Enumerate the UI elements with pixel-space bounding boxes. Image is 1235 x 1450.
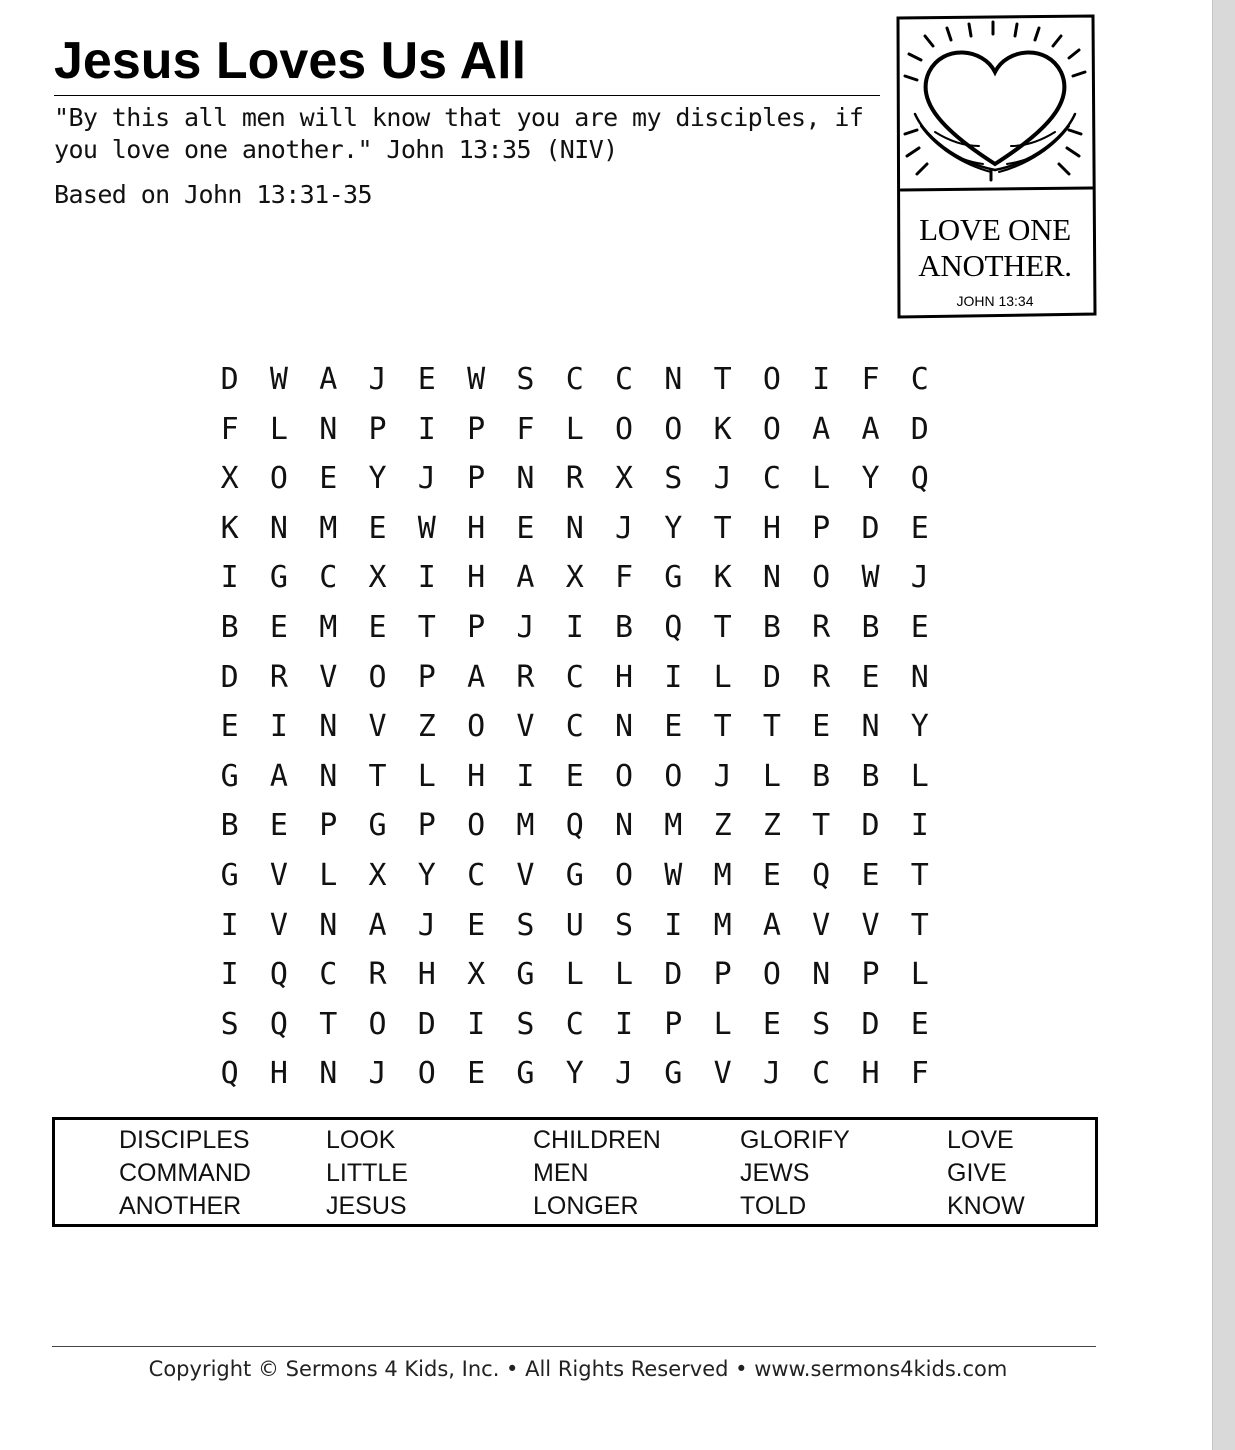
grid-letter: R <box>812 609 831 645</box>
grid-letter: P <box>417 808 436 844</box>
grid-letter: O <box>664 758 683 794</box>
grid-letter: C <box>565 709 584 745</box>
grid-letter: O <box>368 659 387 695</box>
grid-letter: E <box>762 857 781 893</box>
grid-letter: V <box>812 907 831 943</box>
grid-letter: U <box>565 907 584 943</box>
grid-letter: G <box>269 560 288 596</box>
grid-letter: E <box>565 758 584 794</box>
grid-letter: D <box>220 659 239 695</box>
grid-letter: L <box>565 411 584 447</box>
grid-letter: F <box>516 411 535 447</box>
grid-letter: M <box>319 510 338 546</box>
grid-letter: R <box>812 659 831 695</box>
grid-letter: Y <box>368 461 387 497</box>
grid-letter: P <box>319 808 338 844</box>
grid-letter: O <box>762 362 781 397</box>
grid-letter: W <box>269 362 288 397</box>
grid-letter: S <box>516 1006 535 1042</box>
grid-letter: M <box>516 808 535 844</box>
grid-letter: Q <box>269 1006 288 1042</box>
grid-letter: I <box>614 1006 634 1042</box>
grid-letter: Z <box>762 808 781 844</box>
grid-letter: Q <box>910 461 929 497</box>
grid-letter: H <box>269 1056 288 1092</box>
grid-letter: Q <box>664 609 683 645</box>
grid-letter: G <box>565 857 584 893</box>
grid-letter: J <box>614 510 634 546</box>
word-column-4 <box>740 1124 940 1223</box>
grid-letter: M <box>664 808 683 844</box>
grid-letter: P <box>467 461 486 497</box>
grid-letter: W <box>664 857 683 893</box>
grid-letter: J <box>713 758 732 794</box>
word-item: KNOW <box>947 1192 1025 1220</box>
grid-letter: P <box>812 510 831 546</box>
grid-letter: T <box>368 758 387 794</box>
grid-letter: A <box>516 560 535 596</box>
grid-letter: L <box>910 957 929 993</box>
grid-letter: E <box>319 461 338 497</box>
word-item: CHILDREN <box>533 1126 661 1154</box>
grid-letter: X <box>467 957 486 993</box>
grid-letter: S <box>220 1006 239 1042</box>
word-item: TOLD <box>740 1192 807 1220</box>
grid-letter: R <box>565 461 584 497</box>
grid-letter: L <box>319 857 338 893</box>
grid-letter: F <box>861 362 880 397</box>
bible-verse: "By this all men will know that you are my disciples, if you love one another." John 13:35 (NIV) <box>54 103 864 164</box>
grid-letter: D <box>417 1006 436 1042</box>
grid-letter: J <box>417 907 436 943</box>
grid-letter: V <box>516 709 535 745</box>
grid-letter: N <box>516 461 535 497</box>
grid-letter: B <box>812 758 831 794</box>
grid-letter: B <box>220 808 239 844</box>
grid-letter: E <box>762 1006 781 1042</box>
grid-letter: Z <box>713 808 732 844</box>
grid-letter: O <box>614 758 634 794</box>
grid-letter: V <box>861 907 880 943</box>
grid-letter: C <box>467 857 486 893</box>
grid-letter: E <box>861 857 880 893</box>
word-item: DISCIPLES <box>119 1126 250 1154</box>
grid-letter: O <box>664 411 683 447</box>
title-divider <box>54 95 880 96</box>
grid-letter: Q <box>812 857 831 893</box>
grid-letter: N <box>762 560 781 596</box>
grid-letter: V <box>516 857 535 893</box>
grid-letter: W <box>861 560 880 596</box>
grid-letter: C <box>910 362 929 397</box>
grid-letter: I <box>664 659 683 695</box>
word-item: GIVE <box>947 1159 1007 1187</box>
grid-letter: N <box>664 362 683 397</box>
grid-letter: P <box>467 411 486 447</box>
grid-letter: C <box>565 1006 584 1042</box>
grid-letter: M <box>713 907 732 943</box>
grid-letter: N <box>319 758 338 794</box>
word-column-3 <box>533 1124 733 1223</box>
grid-letter: K <box>220 510 239 546</box>
grid-letter: A <box>812 411 831 447</box>
grid-letter: D <box>910 411 929 447</box>
grid-letter: I <box>812 362 831 397</box>
grid-letter: Y <box>861 461 880 497</box>
grid-letter: N <box>861 709 880 745</box>
grid-letter: D <box>861 1006 880 1042</box>
grid-letter: L <box>565 957 584 993</box>
grid-letter: A <box>467 659 486 695</box>
grid-letter: H <box>467 510 486 546</box>
grid-letter: W <box>467 362 486 397</box>
grid-letter: N <box>614 808 634 844</box>
grid-letter: G <box>368 808 387 844</box>
grid-letter: H <box>467 758 486 794</box>
grid-letter: I <box>220 907 239 943</box>
grid-letter: O <box>269 461 288 497</box>
grid-letter: N <box>910 659 929 695</box>
grid-letter: O <box>368 1006 387 1042</box>
grid-letter: G <box>516 957 535 993</box>
grid-letter: L <box>713 659 732 695</box>
word-search-grid <box>205 355 944 1099</box>
grid-letter: N <box>565 510 584 546</box>
grid-letter: S <box>516 907 535 943</box>
copyright-footer: Copyright © Sermons 4 Kids, Inc. • All Rights Reserved • www.sermons4kids.com <box>148 1357 1008 1381</box>
grid-letter: P <box>664 1006 683 1042</box>
grid-letter: E <box>368 510 387 546</box>
grid-letter: T <box>762 709 781 745</box>
grid-letter: N <box>319 709 338 745</box>
grid-letter: V <box>713 1056 732 1092</box>
word-item: MEN <box>533 1159 589 1187</box>
grid-letter: P <box>417 659 436 695</box>
grid-letter: V <box>269 857 288 893</box>
grid-letter: Y <box>910 709 929 745</box>
grid-letter: D <box>220 362 239 397</box>
grid-letter: Y <box>565 1056 584 1092</box>
grid-letter: E <box>417 362 436 397</box>
grid-letter: H <box>762 510 781 546</box>
grid-letter: E <box>467 907 486 943</box>
grid-letter: J <box>368 362 387 397</box>
grid-letter: I <box>664 907 683 943</box>
grid-letter: E <box>910 1006 929 1042</box>
grid-letter: I <box>269 709 288 745</box>
grid-letter: H <box>614 659 634 695</box>
grid-letter: F <box>910 1056 929 1092</box>
grid-letter: K <box>713 411 732 447</box>
grid-letter: E <box>467 1056 486 1092</box>
grid-letter: C <box>565 362 584 397</box>
grid-letter: V <box>319 659 338 695</box>
grid-letter: Y <box>664 510 683 546</box>
grid-letter: A <box>269 758 288 794</box>
grid-letter: Z <box>417 709 436 745</box>
word-item: LONGER <box>533 1192 639 1220</box>
grid-letter: T <box>713 510 732 546</box>
logo-line-2: ANOTHER. <box>918 248 1072 283</box>
word-column-5 <box>947 1124 1147 1223</box>
word-item: LOVE <box>947 1126 1014 1154</box>
based-on-reference: Based on John 13:31-35 <box>54 180 372 209</box>
grid-letter: G <box>664 560 683 596</box>
grid-letter: T <box>713 609 732 645</box>
grid-letter: C <box>319 957 338 993</box>
grid-letter: T <box>910 857 929 893</box>
grid-letter: M <box>713 857 732 893</box>
word-list-box <box>52 1117 1098 1227</box>
grid-letter: E <box>220 709 239 745</box>
grid-letter: L <box>614 957 634 993</box>
grid-letter: T <box>319 1006 338 1042</box>
grid-letter: B <box>861 758 880 794</box>
word-item: LITTLE <box>326 1159 408 1187</box>
grid-letter: E <box>910 609 929 645</box>
grid-letter: H <box>417 957 436 993</box>
word-item: LOOK <box>326 1126 396 1154</box>
logo-line-1: LOVE ONE <box>919 212 1071 247</box>
grid-letter: N <box>812 957 831 993</box>
grid-letter: E <box>516 510 535 546</box>
grid-letter: P <box>467 609 486 645</box>
grid-letter: V <box>368 709 387 745</box>
grid-letter: D <box>861 510 880 546</box>
grid-letter: L <box>269 411 288 447</box>
grid-letter: H <box>861 1056 880 1092</box>
grid-letter: D <box>664 957 683 993</box>
grid-letter: V <box>269 907 288 943</box>
grid-letter: N <box>614 709 634 745</box>
grid-letter: P <box>713 957 732 993</box>
grid-letter: I <box>467 1006 486 1042</box>
word-item: ANOTHER <box>119 1192 242 1220</box>
grid-letter: S <box>516 362 535 397</box>
grid-letter: X <box>368 560 387 596</box>
grid-letter: C <box>812 1056 831 1092</box>
grid-letter: N <box>319 907 338 943</box>
grid-letter: C <box>565 659 584 695</box>
grid-letter: L <box>762 758 781 794</box>
logo-reference: JOHN 13:34 <box>956 293 1034 309</box>
word-item: JEWS <box>740 1159 810 1187</box>
grid-letter: R <box>516 659 535 695</box>
grid-letter: W <box>417 510 436 546</box>
grid-letter: T <box>417 609 436 645</box>
grid-letter: G <box>220 758 239 794</box>
grid-letter: E <box>269 609 288 645</box>
grid-letter: T <box>812 808 831 844</box>
grid-letter: Q <box>220 1056 239 1092</box>
word-item: COMMAND <box>119 1159 251 1187</box>
grid-letter: L <box>812 461 831 497</box>
grid-letter: X <box>614 461 634 497</box>
grid-letter: N <box>319 411 338 447</box>
grid-letter: X <box>368 857 387 893</box>
footer-divider <box>52 1346 1096 1347</box>
grid-letter: R <box>368 957 387 993</box>
grid-letter: O <box>762 957 781 993</box>
grid-letter: E <box>910 510 929 546</box>
grid-letter: O <box>614 857 634 893</box>
grid-letter: A <box>368 907 387 943</box>
grid-letter: I <box>220 560 239 596</box>
grid-letter: S <box>812 1006 831 1042</box>
grid-letter: O <box>614 411 634 447</box>
grid-letter: E <box>368 609 387 645</box>
grid-letter: N <box>319 1056 338 1092</box>
grid-letter: L <box>713 1006 732 1042</box>
grid-letter: C <box>614 362 634 397</box>
grid-letter: T <box>910 907 929 943</box>
grid-letter: O <box>417 1056 436 1092</box>
grid-letter: E <box>664 709 683 745</box>
word-item: JESUS <box>326 1192 407 1220</box>
grid-letter: E <box>861 659 880 695</box>
grid-letter: S <box>664 461 683 497</box>
grid-letter: X <box>565 560 584 596</box>
grid-letter: B <box>220 609 239 645</box>
grid-letter: D <box>762 659 781 695</box>
grid-letter: M <box>319 609 338 645</box>
grid-letter: H <box>467 560 486 596</box>
grid-letter: G <box>220 857 239 893</box>
logo-caption <box>899 190 1091 310</box>
grid-letter: Q <box>269 957 288 993</box>
grid-letter: J <box>910 560 929 596</box>
grid-letter: E <box>269 808 288 844</box>
grid-letter: I <box>417 411 436 447</box>
grid-letter: Y <box>417 857 436 893</box>
grid-letter: F <box>220 411 239 447</box>
word-item: GLORIFY <box>740 1126 850 1154</box>
grid-letter: B <box>762 609 781 645</box>
grid-letter: I <box>565 609 584 645</box>
word-column-2 <box>326 1124 526 1223</box>
grid-letter: R <box>269 659 288 695</box>
grid-letter: I <box>910 808 929 844</box>
scrollbar-track[interactable] <box>1212 0 1235 1450</box>
grid-letter: X <box>220 461 239 497</box>
grid-letter: E <box>812 709 831 745</box>
grid-letter: C <box>762 461 781 497</box>
grid-letter: Q <box>565 808 584 844</box>
grid-letter: L <box>417 758 436 794</box>
grid-letter: J <box>713 461 732 497</box>
grid-letter: J <box>516 609 535 645</box>
grid-letter: G <box>664 1056 683 1092</box>
grid-letter: I <box>417 560 436 596</box>
grid-letter: O <box>762 411 781 447</box>
grid-letter: S <box>614 907 634 943</box>
grid-letter: P <box>861 957 880 993</box>
page-title: Jesus Loves Us All <box>54 32 527 90</box>
grid-letter: O <box>812 560 831 596</box>
grid-letter: N <box>269 510 288 546</box>
grid-letter: A <box>861 411 880 447</box>
grid-letter: J <box>614 1056 634 1092</box>
grid-letter: T <box>713 362 732 397</box>
grid-letter: C <box>319 560 338 596</box>
grid-letter: J <box>417 461 436 497</box>
grid-letter: J <box>368 1056 387 1092</box>
grid-letter: K <box>713 560 732 596</box>
grid-letter: I <box>516 758 535 794</box>
grid-letter: O <box>467 808 486 844</box>
grid-letter: A <box>319 362 338 397</box>
grid-letter: I <box>220 957 239 993</box>
grid-letter: B <box>861 609 880 645</box>
word-column-1 <box>119 1124 319 1223</box>
grid-letter: P <box>368 411 387 447</box>
grid-letter: B <box>614 609 634 645</box>
grid-letter: D <box>861 808 880 844</box>
grid-letter: A <box>762 907 781 943</box>
grid-letter: O <box>467 709 486 745</box>
grid-letter: T <box>713 709 732 745</box>
grid-letter: G <box>516 1056 535 1092</box>
grid-letter: J <box>762 1056 781 1092</box>
grid-letter: L <box>910 758 929 794</box>
grid-letter: F <box>614 560 634 596</box>
